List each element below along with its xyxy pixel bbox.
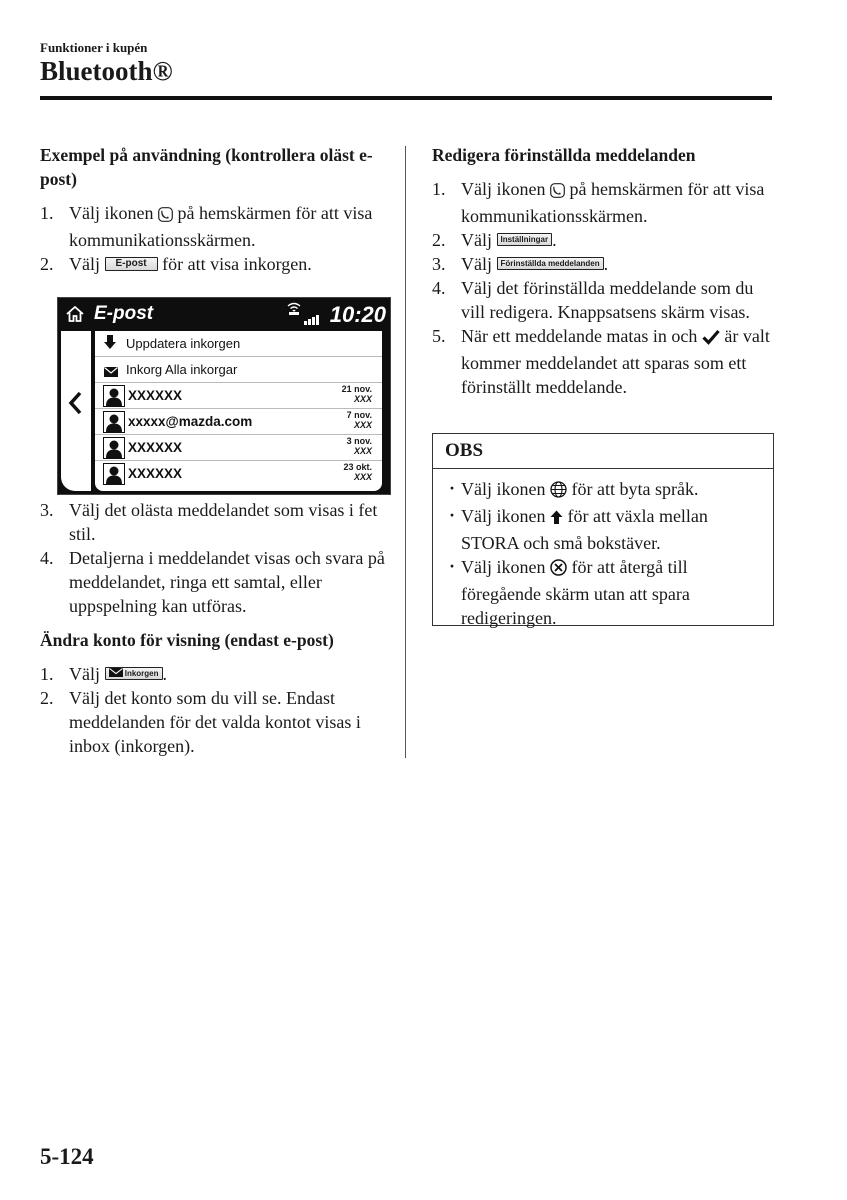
message-date bbox=[347, 410, 372, 430]
list-item-label: Inkorg Alla inkorgar bbox=[126, 362, 238, 377]
note-body bbox=[433, 477, 767, 630]
right-column bbox=[432, 143, 777, 399]
download-arrow-icon bbox=[103, 335, 117, 356]
settings-button[interactable]: Inställningar bbox=[497, 233, 553, 246]
clock: 10:20 bbox=[329, 302, 386, 327]
contact-icon bbox=[103, 385, 125, 407]
date-sub: XXX bbox=[353, 420, 372, 430]
page-title: Bluetooth® bbox=[40, 56, 173, 86]
note-text: för att byta språk. bbox=[571, 479, 699, 499]
email-screen bbox=[57, 297, 391, 495]
step-text: . bbox=[552, 230, 557, 250]
message-date bbox=[342, 384, 372, 404]
date-sub: XXX bbox=[353, 394, 372, 404]
step-text: Detaljerna i meddelandet visas och svara på meddelandet, ringa ett samtal, eller uppspelning kan utföras. bbox=[69, 548, 385, 616]
step-text: för att visa inkorgen. bbox=[162, 254, 312, 274]
step-number: 4. bbox=[432, 278, 446, 298]
date-sub: XXX bbox=[353, 472, 372, 482]
step-text: Välj det olästa meddelandet som visas i fet stil. bbox=[69, 500, 378, 544]
communication-icon bbox=[550, 180, 565, 204]
list-item-label: Uppdatera inkorgen bbox=[126, 336, 241, 351]
preset-messages-button[interactable]: Förinställda meddelanden bbox=[497, 257, 604, 270]
step-4 bbox=[432, 276, 777, 324]
note-text: för att återgå till föregående skärm utan att spara redigeringen. bbox=[461, 557, 690, 628]
step-number: 2. bbox=[40, 688, 54, 708]
step-number: 2. bbox=[432, 230, 446, 250]
date-text: 7 nov. bbox=[346, 410, 372, 420]
step-3 bbox=[432, 252, 777, 276]
step-text: Välj ikonen bbox=[69, 203, 154, 223]
screen-title: E-post bbox=[94, 303, 154, 324]
note-box bbox=[432, 433, 774, 626]
step-text: på hemskärmen för att visa kommunikationsskärmen. bbox=[69, 203, 373, 250]
date-sub: XXX bbox=[353, 446, 372, 456]
step-1 bbox=[432, 177, 777, 228]
step-1 bbox=[40, 201, 385, 252]
step-text: När ett meddelande matas in och bbox=[461, 326, 698, 346]
step-3 bbox=[40, 498, 385, 546]
step-5 bbox=[432, 324, 777, 399]
note-header bbox=[433, 434, 773, 469]
step-text: Välj bbox=[461, 254, 492, 274]
step-text: Välj det konto som du vill se. Endast meddelanden för det valda kontot visas i inbox (inkorgen). bbox=[69, 688, 361, 756]
step-number: 1. bbox=[432, 179, 446, 199]
step-number: 4. bbox=[40, 548, 54, 568]
note-bullet bbox=[433, 555, 767, 630]
step-2 bbox=[40, 686, 385, 758]
page-number: 5-124 bbox=[40, 1144, 94, 1169]
list-item-message[interactable] bbox=[95, 461, 382, 486]
message-sender: xxxxx@mazda.com bbox=[128, 414, 253, 429]
title-rule bbox=[40, 96, 772, 100]
contact-icon bbox=[103, 463, 125, 485]
date-text: 3 nov. bbox=[346, 436, 372, 446]
step-2 bbox=[40, 252, 385, 276]
note-text: för att växla mellan STORA och små bokstäver. bbox=[461, 506, 708, 553]
email-list bbox=[95, 331, 382, 491]
cancel-icon bbox=[550, 558, 567, 582]
step-text: Välj bbox=[69, 664, 100, 684]
step-text: är valt kommer meddelandet att sparas som ett förinställt meddelande. bbox=[461, 326, 770, 397]
message-date bbox=[343, 462, 372, 482]
message-sender: XXXXXX bbox=[128, 466, 183, 481]
wifi-icon bbox=[286, 301, 302, 320]
inbox-button[interactable] bbox=[105, 667, 163, 680]
date-text: 23 okt. bbox=[343, 462, 372, 472]
step-number: 2. bbox=[40, 254, 54, 274]
heading-edit-presets: Redigera förinställda meddelanden bbox=[432, 145, 696, 165]
email-button[interactable]: E-post bbox=[105, 257, 158, 271]
step-text: på hemskärmen för att visa kommunikationsskärmen. bbox=[461, 179, 765, 226]
step-number: 1. bbox=[40, 664, 54, 684]
heading-check-email: Exempel på användning (kontrollera oläst e-post) bbox=[40, 145, 373, 189]
shift-arrow-icon bbox=[550, 507, 563, 531]
note-text: Välj ikonen bbox=[461, 557, 546, 577]
note-text: Välj ikonen bbox=[461, 479, 546, 499]
message-sender: XXXXXX bbox=[128, 440, 183, 455]
note-bullet bbox=[433, 477, 767, 504]
step-text: Välj bbox=[461, 230, 492, 250]
communication-icon bbox=[158, 204, 173, 228]
step-2 bbox=[432, 228, 777, 252]
screen-header bbox=[58, 298, 390, 331]
step-text: Välj ikonen bbox=[461, 179, 546, 199]
column-divider bbox=[405, 146, 406, 758]
home-icon[interactable] bbox=[66, 306, 84, 327]
envelope-icon bbox=[104, 364, 118, 382]
note-bullet bbox=[433, 504, 767, 555]
step-1 bbox=[40, 662, 385, 686]
step-text: . bbox=[162, 664, 168, 684]
list-item-message[interactable] bbox=[95, 435, 382, 461]
list-item-message[interactable] bbox=[95, 409, 382, 435]
step-text: Välj det förinställda meddelande som du vill redigera. Knappsatsens skärm visas. bbox=[461, 278, 754, 322]
message-date bbox=[347, 436, 372, 456]
contact-icon bbox=[103, 437, 125, 459]
list-item-message[interactable] bbox=[95, 383, 382, 409]
left-column-top bbox=[40, 143, 385, 276]
contact-icon bbox=[103, 411, 125, 433]
list-item-refresh[interactable] bbox=[95, 331, 382, 357]
left-column-bottom bbox=[40, 498, 385, 758]
step-4 bbox=[40, 546, 385, 618]
date-text: 21 nov. bbox=[341, 384, 372, 394]
signal-icon bbox=[304, 312, 322, 330]
step-number: 5. bbox=[432, 326, 446, 346]
section-label: Funktioner i kupén bbox=[40, 40, 148, 55]
list-item-inbox[interactable] bbox=[95, 357, 382, 383]
globe-icon bbox=[550, 480, 567, 504]
step-number: 3. bbox=[40, 500, 54, 520]
note-title: OBS bbox=[445, 440, 484, 461]
checkmark-icon bbox=[702, 327, 720, 351]
note-text: Välj ikonen bbox=[461, 506, 546, 526]
step-number: 3. bbox=[432, 254, 446, 274]
back-arrow-icon[interactable] bbox=[68, 391, 82, 420]
back-panel[interactable] bbox=[61, 331, 91, 491]
inbox-button-label: Inkorgen bbox=[124, 669, 159, 678]
step-text: . bbox=[603, 254, 609, 274]
message-sender: XXXXXX bbox=[128, 388, 183, 403]
heading-change-account: Ändra konto för visning (endast e-post) bbox=[40, 630, 334, 650]
step-text: Välj bbox=[69, 254, 100, 274]
step-number: 1. bbox=[40, 203, 54, 223]
